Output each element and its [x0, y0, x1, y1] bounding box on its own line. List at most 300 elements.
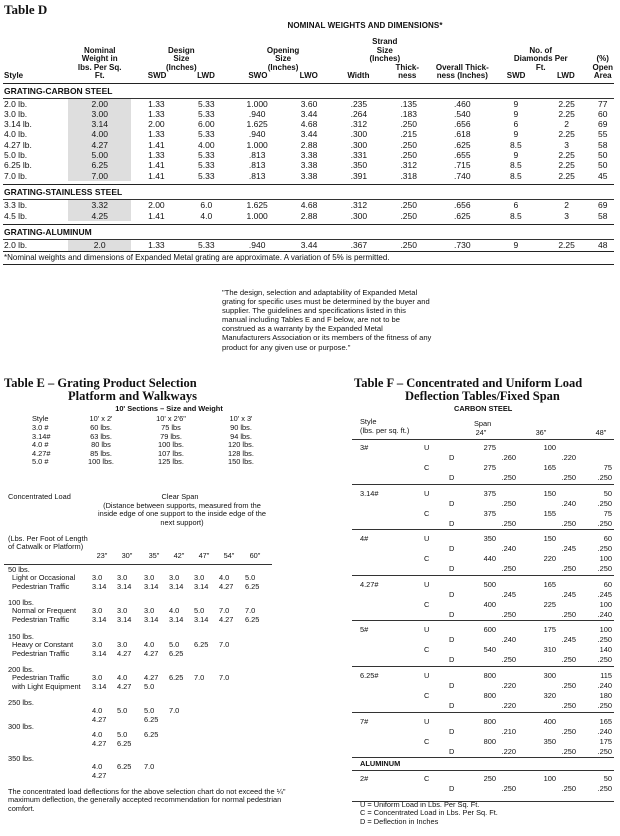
deflection-code: U — [424, 534, 430, 544]
load-label: Light or Occasional — [12, 573, 76, 583]
table-cell: 2.25 — [558, 170, 575, 181]
load-value: 4.27 — [219, 614, 234, 624]
deflection-value: 175 — [543, 625, 556, 635]
deflection-code: D — [449, 655, 455, 665]
deflection-code: D — [449, 746, 455, 756]
deflection-value: 800 — [483, 671, 496, 680]
table-cell: 50 — [598, 160, 608, 171]
col-opening — [231, 38, 335, 83]
load-value: 7.0 — [219, 606, 230, 616]
table-cell: 48 — [598, 240, 608, 251]
table-cell: 5.33 — [198, 240, 215, 251]
col-opening-label: Opening Size (Inches) — [266, 45, 300, 72]
col-opening-lwo: LWO — [299, 71, 318, 80]
load-value: 6.25 — [169, 648, 184, 658]
weight-value: 85 lbs. — [90, 448, 112, 458]
deflection-value: .250 — [501, 784, 516, 794]
table-cell: 69 — [598, 200, 608, 211]
load-value: 5.0 — [245, 573, 256, 583]
load-value: 4.27 — [219, 581, 234, 591]
deflection-value: .250 — [501, 655, 516, 665]
deflection-value: .250 — [597, 655, 612, 665]
deflection-value: 800 — [483, 691, 496, 700]
table-e-size-2: 10' x 3' — [229, 414, 253, 423]
load-label: 100 lbs. — [8, 598, 34, 607]
table-f-span-label: Span — [474, 419, 492, 428]
load-label: 250 lbs. — [8, 698, 34, 707]
deflection-code: D — [449, 518, 455, 528]
deflection-value: 50 — [603, 774, 612, 784]
table-f-style-label: Style — [360, 417, 377, 426]
deflection-style: 4# — [360, 534, 369, 544]
table-cell: 2.25 — [558, 160, 575, 171]
weight-value: 75 lbs — [161, 423, 181, 432]
deflection-value: .250 — [501, 498, 516, 508]
deflection-value: 100 — [543, 774, 556, 784]
deflection-value: .220 — [561, 453, 576, 462]
table-cell: 1.625 — [246, 200, 268, 211]
deflection-value: 250 — [483, 774, 496, 784]
load-value: 5.0 — [144, 706, 155, 716]
table-cell: .350 — [350, 160, 368, 171]
deflection-value: 400 — [483, 599, 496, 609]
table-cell: 3.14 lb. — [4, 119, 32, 130]
table-cell: .300 — [350, 210, 368, 221]
table-cell: 1.41 — [148, 139, 165, 150]
table-cell: 3.14 — [68, 119, 131, 129]
load-label: Pedestrian Traffic — [12, 673, 70, 683]
load-value: 6.25 — [245, 614, 260, 624]
weight-value: 79 lbs. — [160, 431, 182, 441]
table-cell: 55 — [598, 129, 608, 140]
deflection-code: D — [449, 609, 455, 619]
deflection-value: 275 — [483, 463, 496, 472]
col-style: Style — [3, 38, 68, 83]
deflection-value: .250 — [561, 784, 576, 794]
table-cell: .813 — [248, 149, 266, 160]
load-value: 3.0 — [117, 573, 128, 583]
table-cell: 2 — [564, 200, 569, 211]
section-title: GRATING-CARBON STEEL — [3, 83, 614, 98]
deflection-style: 6.25# — [360, 671, 379, 680]
load-value: 4.27 — [92, 714, 107, 724]
load-value: 3.14 — [169, 614, 184, 624]
load-value: 4.0 — [92, 706, 103, 716]
load-value: 4.27 — [117, 648, 132, 658]
load-value: 3.0 — [92, 606, 103, 616]
table-cell: 9 — [513, 98, 519, 109]
deflection-value: 165 — [543, 463, 556, 472]
deflection-value: .250 — [561, 518, 576, 528]
load-value: 3.0 — [92, 673, 103, 683]
weight-value: 80 lbs — [91, 440, 111, 450]
table-cell: .318 — [400, 170, 417, 181]
deflection-code: D — [449, 701, 455, 710]
table-cell: 5.0 lb. — [4, 149, 28, 160]
table-cell: .312 — [350, 119, 368, 130]
deflection-value: .240 — [501, 544, 516, 554]
deflection-value: .250 — [501, 609, 516, 619]
deflection-value: 100 — [599, 625, 612, 635]
col-diamonds-swd: SWD — [506, 71, 526, 80]
deflection-code: D — [449, 544, 455, 554]
table-cell: 4.27 lb. — [4, 139, 32, 150]
table-cell: .625 — [454, 210, 471, 221]
load-value: 4.0 — [144, 640, 155, 650]
table-cell: 58 — [598, 210, 608, 221]
deflection-style: 7# — [360, 716, 369, 726]
table-cell: 4.68 — [300, 119, 318, 130]
span-header: 54" — [223, 551, 235, 560]
load-label: Pedestrian Traffic — [12, 581, 70, 591]
table-cell: 1.33 — [148, 108, 165, 119]
load-label: 150 lbs. — [8, 632, 34, 641]
table-cell: 60 — [598, 108, 608, 119]
load-value: 3.0 — [144, 606, 155, 616]
table-cell: 5.33 — [198, 149, 215, 160]
table-d-section-row — [3, 185, 614, 200]
deflection-value: 275 — [483, 443, 496, 452]
load-value: 3.14 — [117, 614, 132, 624]
deflection-code: D — [449, 681, 455, 690]
load-value: 5.0 — [194, 606, 205, 616]
col-open-area: (%) Open Area — [592, 38, 615, 83]
deflection-style: 3.14# — [360, 488, 379, 498]
table-e-conc-load: Concentrated Load — [8, 492, 71, 501]
table-e-title-line2: Platform and Walkways — [68, 389, 197, 403]
deflection-value: .250 — [561, 609, 576, 619]
table-cell: .460 — [454, 98, 471, 109]
load-value: 6.25 — [194, 640, 209, 650]
load-value: 3.14 — [92, 581, 107, 591]
table-e-title-line1: Table E – Grating Product Selection — [4, 376, 197, 390]
load-value: 3.14 — [144, 614, 159, 624]
deflection-code: C — [424, 554, 430, 564]
load-value: 3.0 — [169, 573, 180, 583]
load-value: 4.27 — [92, 738, 107, 748]
table-cell: 2.25 — [558, 98, 575, 109]
deflection-value: .220 — [501, 701, 516, 710]
deflection-value: 175 — [599, 736, 612, 746]
table-cell: 7.0 lb. — [4, 170, 28, 181]
load-label: 350 lbs. — [8, 754, 34, 763]
weight-value: 100 lbs. — [158, 440, 184, 450]
table-cell: .940 — [248, 129, 266, 140]
deflection-value: .250 — [597, 784, 612, 794]
deflection-code: C — [424, 463, 430, 472]
table-cell: 4.27 — [68, 140, 131, 150]
table-cell: 4.00 — [68, 129, 131, 139]
load-value: 7.0 — [219, 673, 230, 683]
table-cell: .940 — [248, 108, 266, 119]
deflection-value: 165 — [543, 579, 556, 589]
load-value: 4.0 — [117, 673, 128, 683]
table-cell: .300 — [350, 129, 368, 140]
load-value: 3.14 — [169, 581, 184, 591]
deflection-value: 150 — [543, 534, 556, 544]
table-e-title — [4, 377, 304, 403]
deflection-value: .250 — [597, 564, 612, 574]
deflection-value: .250 — [561, 473, 576, 482]
deflection-value: .250 — [501, 473, 516, 482]
table-cell: 3.44 — [300, 129, 318, 140]
load-value: 5.0 — [144, 681, 155, 691]
table-cell: .250 — [400, 210, 417, 221]
load-value: 3.14 — [92, 614, 107, 624]
table-cell: 5.33 — [198, 170, 215, 181]
table-cell: 9 — [513, 149, 519, 160]
load-label: with Light Equipment — [12, 681, 81, 691]
table-cell: 3.60 — [300, 98, 318, 109]
load-value: 7.0 — [219, 640, 230, 650]
col-nominal: Nominal Weight in lbs. Per Sq. Ft. — [68, 38, 131, 83]
table-cell: 3.00 — [68, 109, 131, 119]
weight-value: 60 lbs. — [90, 423, 112, 432]
table-cell: .312 — [400, 160, 417, 171]
load-value: 6.25 — [117, 738, 132, 748]
load-value: 7.0 — [144, 762, 155, 772]
table-cell: 50 — [598, 149, 608, 160]
deflection-value: 60 — [603, 579, 612, 589]
deflection-value: .240 — [501, 635, 516, 645]
weight-value: 120 lbs. — [228, 440, 254, 450]
table-row — [3, 140, 614, 150]
table-cell: 8.5 — [509, 160, 522, 171]
span-header: 23" — [96, 551, 108, 560]
table-cell: 5.33 — [198, 129, 215, 140]
col-opening-swo: SWO — [248, 71, 268, 80]
deflection-value: .250 — [561, 564, 576, 574]
deflection-value: .245 — [561, 589, 576, 599]
col-diamonds-label: No. of Diamonds Per Ft. — [513, 45, 568, 72]
load-value: 4.0 — [92, 762, 103, 772]
table-cell: 77 — [598, 98, 608, 109]
table-cell: 6 — [513, 200, 519, 211]
disclaimer-quote: "The design, selection and adaptability of Expanded Metal grating for specific uses must be determined by the buyer and supplier. The guidelines and specifications listed in this manual including Tables E and F below, are not to be construed as a warranty by the Expanded Metal Manufacturers Association or its members of the fitness of any product for any given use or purpose." — [222, 288, 432, 352]
table-cell: 3.38 — [300, 170, 318, 181]
table-cell: 5.33 — [198, 160, 215, 171]
table-f-style-unit: (lbs. per sq. ft.) — [360, 426, 410, 435]
load-label: 300 lbs. — [8, 722, 34, 731]
table-cell: 5.00 — [68, 150, 131, 160]
deflection-value: 155 — [543, 508, 556, 518]
table-cell: .215 — [400, 129, 417, 140]
deflection-code: D — [449, 473, 455, 482]
table-cell: .250 — [400, 149, 417, 160]
table-row — [3, 160, 614, 170]
table-cell: 4.68 — [300, 200, 318, 211]
deflection-code: D — [449, 564, 455, 574]
weight-value: 150 lbs. — [228, 457, 254, 467]
deflection-code: U — [424, 625, 430, 635]
table-cell: .813 — [248, 160, 266, 171]
deflection-value: 115 — [600, 671, 612, 680]
load-value: 3.14 — [194, 614, 209, 624]
table-cell: 6.0 — [200, 200, 213, 211]
load-value: 4.27 — [92, 770, 107, 780]
table-cell: 6.25 lb. — [4, 160, 32, 171]
deflection-code: U — [424, 716, 430, 726]
load-value: 4.27 — [117, 681, 132, 691]
table-cell: 3 — [564, 139, 569, 150]
load-value: 3.14 — [144, 581, 159, 591]
deflection-value: 440 — [483, 554, 496, 564]
col-design-swd: SWD — [147, 71, 167, 80]
table-cell: 3.44 — [300, 240, 318, 251]
deflection-value: .210 — [501, 726, 516, 736]
deflection-code: C — [424, 645, 430, 655]
table-e-sections-header: 10' Sections – Size and Weight — [115, 404, 223, 413]
table-cell: .655 — [454, 149, 471, 160]
table-cell: 9 — [513, 129, 519, 140]
table-cell: .730 — [454, 240, 471, 251]
table-f-span-48: 48" — [595, 428, 607, 437]
table-cell: .367 — [350, 240, 368, 251]
table-cell: 5.33 — [198, 108, 215, 119]
span-header: 35" — [148, 551, 160, 560]
col-diamonds-lwd: LWD — [556, 71, 575, 80]
table-f-subtitle: CARBON STEEL — [454, 404, 513, 413]
table-e-footnote: The concentrated load deflections for the above selection chart do not exceed the ¼" maximum deflection, the generally accepted recommendation for normal pedestrian comfort. — [8, 787, 286, 813]
load-value: 3.0 — [117, 640, 128, 650]
table-row — [3, 119, 614, 129]
deflection-style: 2# — [360, 774, 369, 784]
deflection-value: .240 — [597, 609, 612, 619]
table-cell: 6.25 — [68, 160, 131, 170]
table-cell: 6.00 — [198, 119, 215, 130]
load-label: Pedestrian Traffic — [12, 648, 70, 658]
deflection-value: .220 — [501, 681, 516, 690]
load-value: 7.0 — [194, 673, 205, 683]
table-cell: .183 — [400, 108, 417, 119]
deflection-value: .250 — [597, 635, 612, 645]
load-value: 3.14 — [117, 581, 132, 591]
table-row — [3, 129, 614, 139]
load-value: 6.25 — [169, 673, 184, 683]
table-cell: 1.625 — [246, 119, 268, 130]
deflection-value: 400 — [543, 716, 556, 726]
load-value: 4.27 — [144, 673, 159, 683]
legend-c: C = Concentrated Load in Lbs. Per Sq. Ft. — [360, 808, 498, 818]
deflection-value: 50 — [603, 488, 612, 498]
load-value: 5.0 — [117, 730, 128, 740]
deflection-value: .245 — [561, 635, 576, 645]
deflection-value: 540 — [483, 645, 496, 655]
deflection-value: .250 — [501, 564, 516, 574]
table-cell: .264 — [350, 108, 368, 119]
deflection-value: .250 — [597, 498, 612, 508]
table-cell: 2.88 — [300, 139, 318, 150]
span-header: 47" — [198, 551, 210, 560]
weight-style: 3.14# — [32, 431, 51, 441]
table-row — [3, 240, 614, 251]
deflection-value: 320 — [543, 691, 556, 700]
load-value: 6.25 — [144, 714, 159, 724]
deflection-code: U — [424, 443, 430, 452]
weight-value: 128 lbs. — [228, 448, 254, 458]
table-cell: 1.41 — [148, 170, 165, 181]
deflection-value: 220 — [543, 554, 556, 564]
span-header: 30" — [121, 551, 133, 560]
table-f-title-line2: Deflection Tables/Fixed Span — [405, 389, 560, 403]
col-design-label: Design Size (Inches) — [165, 45, 197, 72]
load-value: 7.0 — [169, 706, 180, 716]
weight-style: 4.0 # — [32, 440, 49, 450]
table-cell: 2.00 — [148, 200, 165, 211]
load-label: Pedestrian Traffic — [12, 614, 70, 624]
deflection-value: 800 — [483, 736, 496, 746]
load-value: 3.0 — [117, 606, 128, 616]
table-cell: .813 — [248, 170, 266, 181]
table-cell: 1.000 — [246, 210, 268, 221]
load-value: 6.25 — [245, 581, 260, 591]
deflection-value: .245 — [561, 544, 576, 554]
table-cell: 2.25 — [558, 149, 575, 160]
weight-value: 125 lbs. — [158, 457, 184, 467]
load-value: 3.0 — [144, 573, 155, 583]
deflection-value: .250 — [561, 726, 576, 736]
col-design-lwd: LWD — [197, 71, 215, 80]
load-label: 50 lbs. — [8, 565, 30, 574]
table-cell: 9 — [513, 108, 519, 119]
deflection-code: C — [424, 508, 430, 518]
table-cell: 3.3 lb. — [4, 200, 28, 211]
load-value: 4.0 — [92, 730, 103, 740]
table-cell: 45 — [598, 170, 608, 181]
table-d-section-row — [3, 83, 614, 98]
table-cell: 3.32 — [68, 200, 131, 211]
deflection-value: .240 — [597, 681, 612, 690]
table-f-title-line1: Table F – Concentrated and Uniform Load — [354, 376, 583, 390]
deflection-value: 100 — [599, 599, 612, 609]
deflection-value: 225 — [543, 599, 556, 609]
load-value: 3.14 — [194, 581, 209, 591]
deflection-value: 165 — [599, 716, 612, 726]
table-cell: .656 — [454, 200, 471, 211]
deflection-value: .250 — [597, 473, 612, 482]
col-design — [131, 38, 231, 83]
legend-u: U = Uniform Load in Lbs. Per Sq. Ft. — [360, 800, 480, 809]
table-cell: 3.38 — [300, 160, 318, 171]
table-cell: 4.0 — [200, 210, 213, 221]
table-e-clear-span-note: (Distance between supports, measured from the inside edge of one support to the inside edge of the next support) — [97, 501, 267, 527]
deflection-code: D — [449, 726, 455, 736]
deflection-value: 100 — [543, 443, 556, 452]
table-cell: 1.000 — [246, 98, 268, 109]
deflection-value: .240 — [561, 498, 576, 508]
table-cell: .250 — [400, 200, 417, 211]
col-strand-thick: Thick- ness — [395, 62, 420, 80]
deflection-value: 375 — [483, 508, 496, 518]
table-e-size-1: 10' x 2'6" — [156, 414, 186, 423]
table-cell: 2.0 lb. — [4, 98, 28, 109]
deflection-value: 310 — [543, 645, 556, 655]
load-label: Normal or Frequent — [12, 606, 77, 616]
table-cell: .312 — [350, 200, 368, 211]
table-cell: 4.00 — [198, 139, 215, 150]
deflection-value: .220 — [501, 746, 516, 756]
deflection-style: 5# — [360, 625, 369, 635]
table-cell: 1.41 — [148, 160, 165, 171]
deflection-value: .250 — [561, 701, 576, 710]
deflection-value: 600 — [483, 625, 496, 635]
table-d-header: NOMINAL WEIGHTS AND DIMENSIONS* — [287, 21, 443, 30]
span-header: 60" — [249, 551, 261, 560]
load-value: 4.0 — [219, 573, 230, 583]
table-row — [3, 211, 614, 221]
deflection-value: 75 — [603, 463, 612, 472]
table-cell: .250 — [400, 119, 417, 130]
